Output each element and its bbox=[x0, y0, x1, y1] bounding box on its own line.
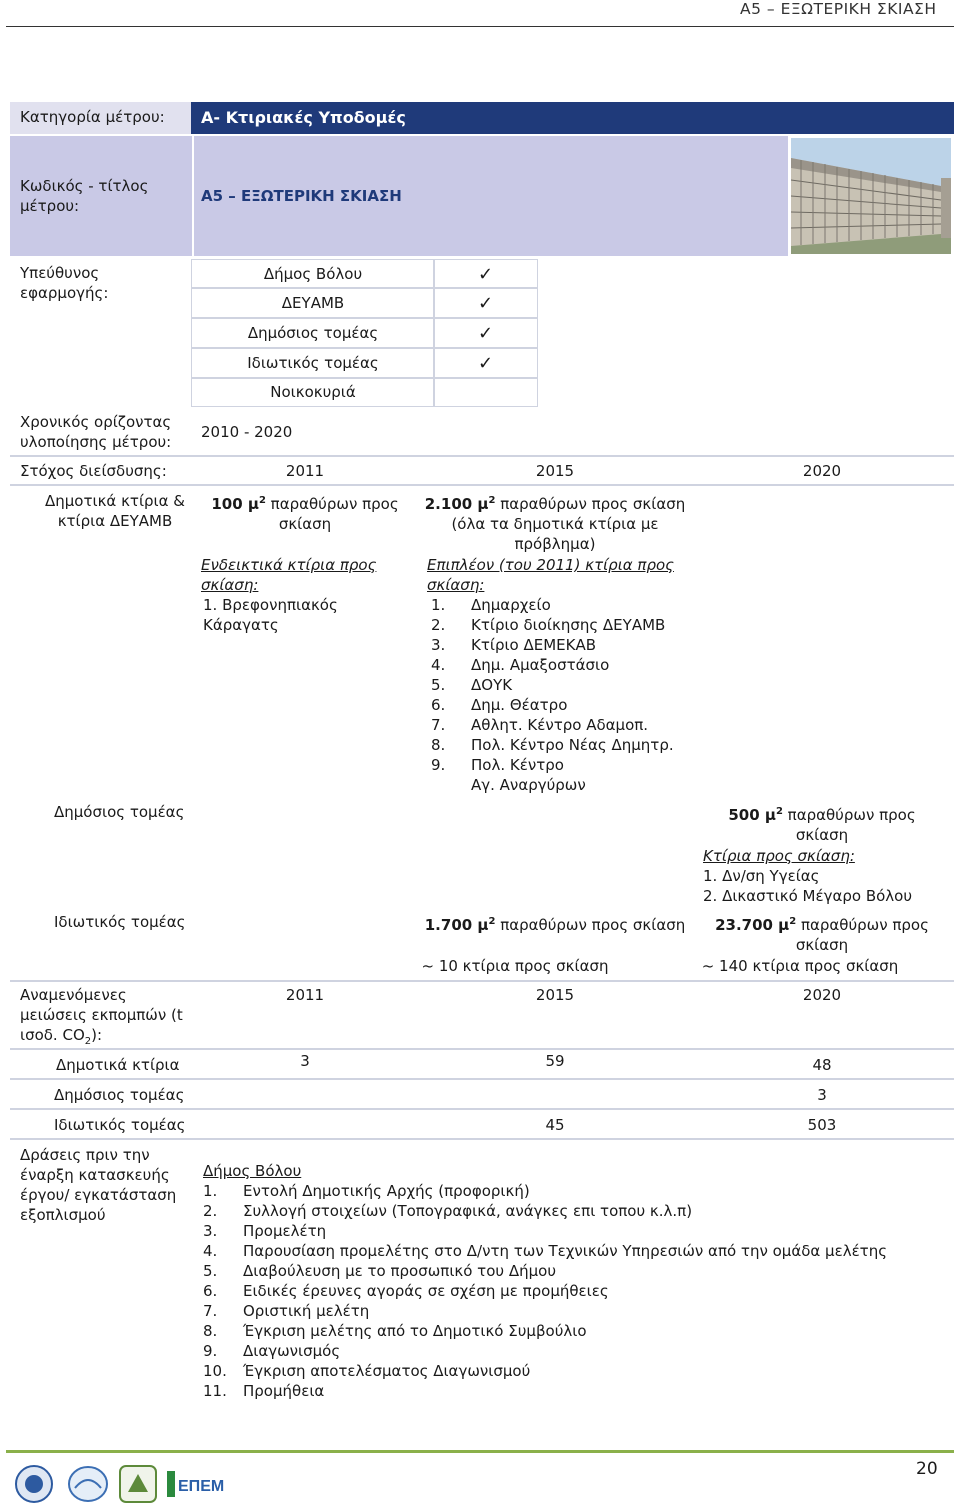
target-year-2015: 2015 bbox=[535, 462, 575, 480]
list-item: 7. Αθλητ. Κέντρο Αδαμοπ. bbox=[431, 716, 649, 734]
horizon-label: Χρονικός ορίζοντας υλοποίησης μέτρου: bbox=[20, 413, 172, 451]
emissions-value: 45 bbox=[545, 1116, 565, 1134]
list-item: 8. Έγκριση μελέτης από το Δημοτικό Συμβούλιο bbox=[203, 1322, 587, 1340]
svg-text:ΕΠΕΜ: ΕΠΕΜ bbox=[178, 1478, 225, 1495]
list-item: 8. Πολ. Κέντρο Νέας Δημητρ. bbox=[431, 736, 674, 754]
check-icon: ✓ bbox=[477, 292, 494, 314]
list-item: 2. Συλλογή στοιχείων (Τοπογραφικά, ανάγκες επι τοπου κ.λ.π) bbox=[203, 1202, 693, 1220]
list-item: 1. Εντολή Δημοτικής Αρχής (προφορική) bbox=[203, 1182, 530, 1200]
emissions-divider bbox=[10, 1108, 954, 1110]
target-label: Στόχος διείσδυσης: bbox=[20, 462, 167, 480]
list-item: 2. Κτίριο διοίκησης ΔΕΥΑΜΒ bbox=[431, 616, 666, 634]
list-item: 4. Παρουσίαση προμελέτης στο Δ/ντη των Τεχνικών Υπηρεσιών από την ομάδα μελέτης bbox=[203, 1242, 888, 1260]
deyamv-logo-icon bbox=[66, 1464, 110, 1504]
list-item: 4. Δημ. Αμαξοστάσιο bbox=[431, 656, 610, 674]
category-value: Α- Κτιριακές Υποδομές bbox=[201, 108, 406, 127]
actions-owner: Δήμος Βόλου bbox=[203, 1162, 302, 1180]
emissions-year-2015: 2015 bbox=[535, 986, 575, 1004]
list-item: 5. Διαβούλευση με το προσωπικό του Δήμου bbox=[203, 1262, 557, 1280]
emissions-value: 3 bbox=[300, 1052, 310, 1070]
responsible-label: Υπεύθυνος εφαρμογής: bbox=[20, 264, 109, 302]
responsible-name-cell bbox=[191, 347, 435, 379]
emissions-row-label: Δημοτικά κτίρια bbox=[56, 1056, 180, 1074]
horizon-value: 2010 - 2020 bbox=[201, 423, 293, 441]
list-item: 6. Ειδικές έρευνες αγοράς σε σχέση με προμήθειες bbox=[203, 1282, 609, 1300]
target-public-2020-sub: Κτίρια προς σκίαση: bbox=[703, 847, 855, 865]
list-item: 5. ΔΟΥΚ bbox=[431, 676, 513, 694]
target-divider bbox=[10, 455, 954, 457]
target-municipal-2011-sub: Ενδεικτικά κτίρια προς σκίαση: bbox=[201, 556, 377, 594]
target-municipal-2015-head: 2.100 $\mu^2$ παραθύρων προς σκίαση (όλα τα δημοτικά κτίρια με πρόβλημα) bbox=[424, 495, 686, 553]
list-item: 3. Κτίριο ΔΕΜΕΚΑΒ bbox=[431, 636, 597, 654]
code-value: Α5 – ΕΞΩΤΕΡΙΚΗ ΣΚΙΑΣΗ bbox=[201, 187, 402, 205]
emissions-divider bbox=[10, 1048, 954, 1050]
list-item: 10. Έγκριση αποτελέσματος Διαγωνισμού bbox=[203, 1362, 531, 1380]
target-private-2015-note: ~ 10 κτίρια προς σκίαση bbox=[421, 957, 609, 975]
actions-list bbox=[203, 1181, 943, 1401]
municipality-logo-icon bbox=[10, 1464, 58, 1504]
responsible-name: Ιδιωτικός τομέας bbox=[247, 354, 379, 372]
responsible-name: ΔΕΥΑΜΒ bbox=[281, 294, 345, 312]
responsible-name: Νοικοκυριά bbox=[270, 383, 356, 401]
emissions-year-2020: 2020 bbox=[802, 986, 842, 1004]
target-year-2011: 2011 bbox=[285, 462, 325, 480]
target-public-2020-head: 500 $\mu^2$ παραθύρων προς σκίαση bbox=[728, 806, 916, 844]
list-item: 2. Δικαστικό Μέγαρο Βόλου bbox=[703, 887, 913, 905]
building-illustration bbox=[791, 138, 951, 254]
responsible-name-cell bbox=[191, 259, 435, 289]
emissions-value: 3 bbox=[817, 1086, 827, 1104]
epem-logo bbox=[166, 1464, 225, 1504]
target-municipal-label: Δημοτικά κτίρια & κτίρια ΔΕΥΑΜΒ bbox=[45, 492, 185, 530]
responsible-name: Δήμος Βόλου bbox=[263, 265, 363, 283]
emissions-divider bbox=[10, 980, 954, 982]
responsible-name-cell bbox=[191, 317, 435, 349]
target-private-2020-note: ~ 140 κτίρια προς σκίαση bbox=[701, 957, 899, 975]
list-item: 1. Βρεφονηπιακός Κάραγατς bbox=[203, 596, 338, 634]
list-item: 3. Προμελέτη bbox=[203, 1222, 327, 1240]
list-item: 1. Δν/ση Υγείας bbox=[703, 867, 820, 885]
target-private-2015-head: 1.700 $\mu^2$ παραθύρων προς σκίαση bbox=[424, 916, 686, 934]
emissions-value: 48 bbox=[812, 1056, 832, 1074]
responsible-mark-cell bbox=[433, 347, 538, 379]
target-divider bbox=[10, 484, 954, 486]
actions-label: Δράσεις πριν την έναρξη κατασκευής έργου/ εγκατάσταση εξοπλισμού bbox=[20, 1146, 177, 1224]
page-number: 20 bbox=[916, 1459, 938, 1479]
target-private-2020-head: 23.700 $\mu^2$ παραθύρων προς σκίαση bbox=[715, 916, 929, 954]
list-item: 6. Δημ. Θέατρο bbox=[431, 696, 568, 714]
responsible-name: Δημόσιος τομέας bbox=[247, 324, 379, 342]
responsible-mark-cell bbox=[433, 377, 538, 407]
list-item: 1. Δημαρχείο bbox=[431, 596, 551, 614]
target-municipal-2011-head: 100 $\mu^2$ παραθύρων προς σκίαση bbox=[211, 495, 399, 533]
emissions-row-label: Ιδιωτικός τομέας bbox=[54, 1116, 186, 1134]
code-label: Κωδικός - τίτλος μέτρου: bbox=[20, 177, 149, 215]
page-header-title: Α5 – ΕΞΩΤΕΡΙΚΗ ΣΚΙΑΣΗ bbox=[740, 0, 937, 18]
check-icon: ✓ bbox=[477, 322, 494, 344]
emissions-row-label: Δημόσιος τομέας bbox=[54, 1086, 185, 1104]
target-municipal-2015-list bbox=[431, 595, 691, 795]
target-year-2020: 2020 bbox=[802, 462, 842, 480]
responsible-mark-cell bbox=[433, 317, 538, 349]
category-label: Κατηγορία μέτρου: bbox=[20, 108, 165, 126]
building-photo bbox=[791, 138, 951, 254]
target-municipal-2015-sub: Επιπλέον (του 2011) κτίρια προς σκίαση: bbox=[427, 556, 674, 594]
responsible-name-cell bbox=[191, 377, 435, 407]
target-municipal-2011-item bbox=[203, 595, 403, 635]
responsible-mark-cell bbox=[433, 287, 538, 319]
check-icon: ✓ bbox=[477, 263, 494, 285]
responsible-mark-cell bbox=[433, 259, 538, 289]
emissions-value: 59 bbox=[545, 1052, 565, 1070]
header-divider bbox=[6, 26, 954, 27]
actions-divider bbox=[10, 1138, 954, 1140]
footer-divider bbox=[6, 1450, 954, 1453]
emissions-label: Αναμενόμενες μειώσεις εκπομπών (t ισοδ. $CO_2$): bbox=[20, 986, 183, 1047]
check-icon: ✓ bbox=[477, 352, 494, 374]
target-public-label: Δημόσιος τομέας bbox=[54, 803, 185, 821]
list-item: 9. Πολ. Κέντρο Αγ. Αναργύρων bbox=[431, 756, 586, 794]
emissions-divider bbox=[10, 1078, 954, 1080]
list-item: 7. Οριστική μελέτη bbox=[203, 1302, 370, 1320]
list-item: 11. Προμήθεια bbox=[203, 1382, 325, 1400]
responsible-name-cell bbox=[191, 287, 435, 319]
demekav-logo-icon bbox=[116, 1464, 160, 1504]
emissions-year-2011: 2011 bbox=[285, 986, 325, 1004]
emissions-value: 503 bbox=[807, 1116, 837, 1134]
list-item: 9. Διαγωνισμός bbox=[203, 1342, 341, 1360]
target-private-label: Ιδιωτικός τομέας bbox=[54, 913, 186, 931]
